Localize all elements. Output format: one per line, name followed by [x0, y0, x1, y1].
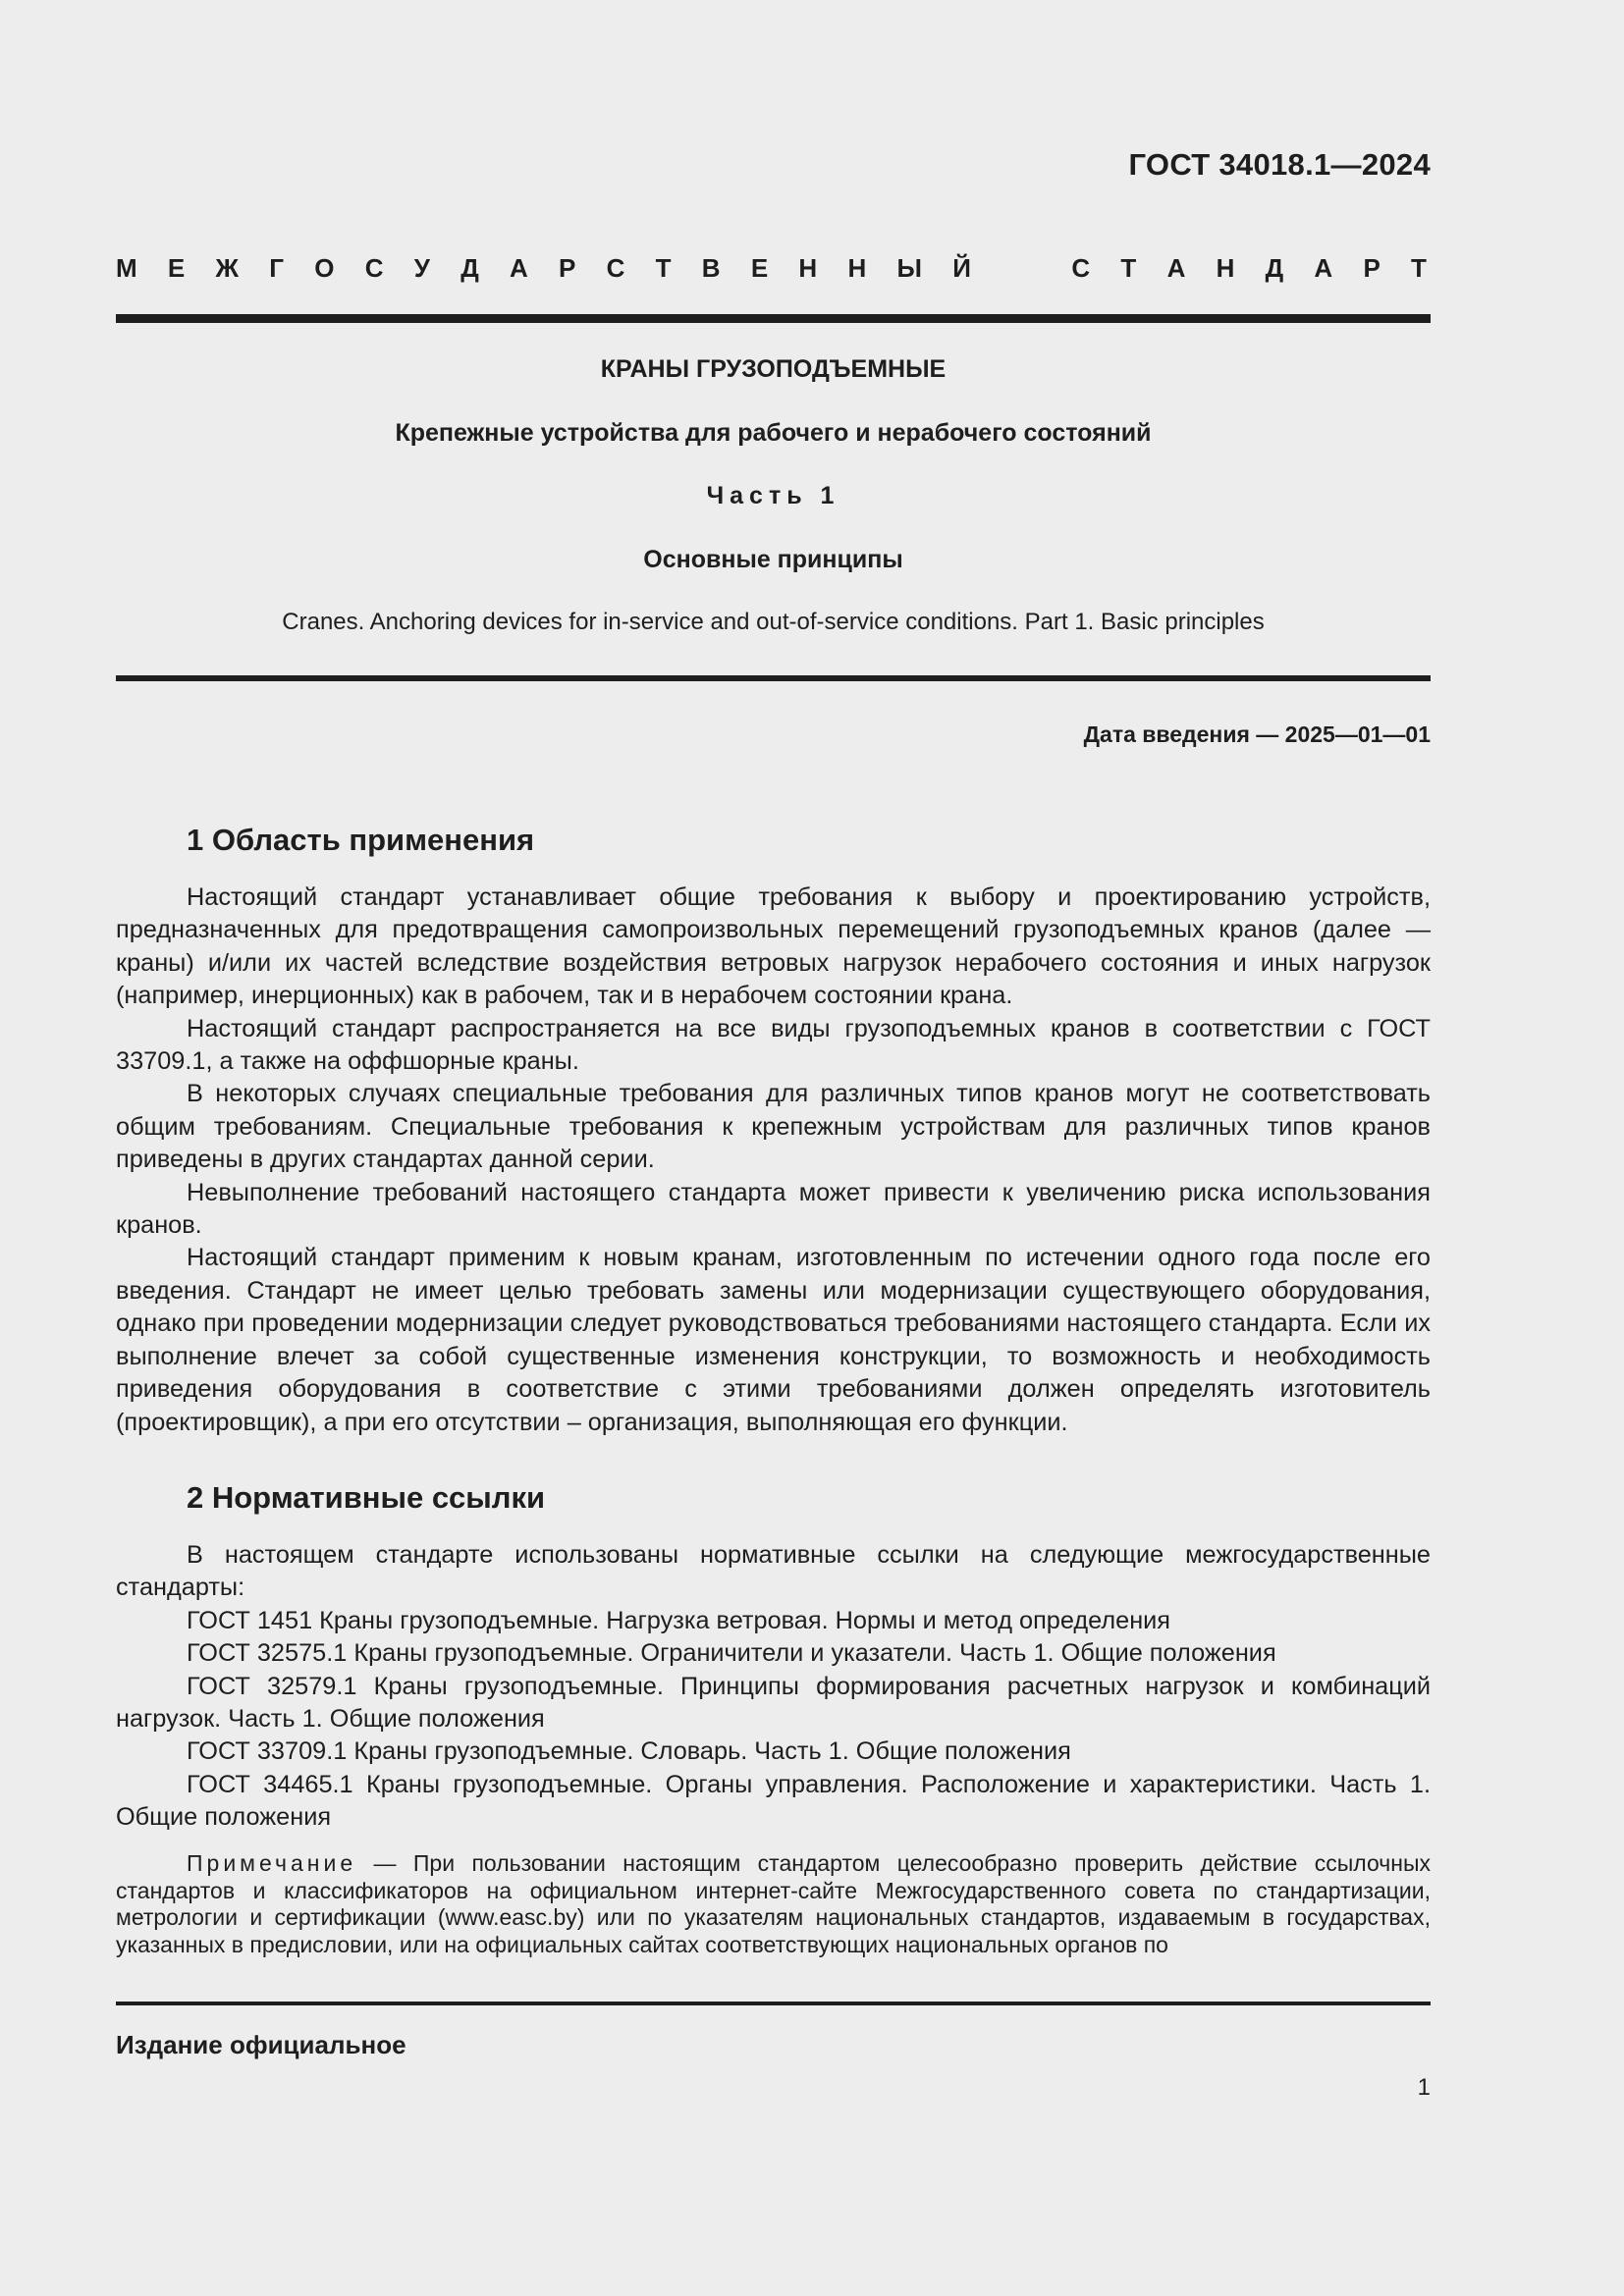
section-heading-references: 2 Нормативные ссылки [187, 1480, 546, 1515]
reference-item: ГОСТ 32575.1 Краны грузоподъемные. Ограничители и указатели. Часть 1. Общие положения [187, 1639, 1276, 1668]
standard-type-letter: Т [1120, 253, 1137, 283]
standard-type-letter: Т [1411, 253, 1427, 283]
standard-type-letter: А [510, 253, 528, 283]
standard-type-letter: Д [460, 253, 479, 283]
standard-type-letter: С [606, 253, 625, 283]
paragraph: Настоящий стандарт применим к новым кранам, изготовленным по истечении одного года после его введения. Стандарт не имеет целью требовать замены или модернизации существующего оборудования, однако при проведении модернизации следует руководствоваться требованиями настоящего стандарта. Если их выполнение влечет за собой существенные изменения конструкции, то возможность и необходимость приведения оборудования в соответствие с этими требованиями должен определять изготовитель (проектировщик), а при его отсутствии – организация, выполняющая его функции. [116, 1244, 1431, 1436]
note-text: — При пользовании настоящим стандартом целесообразно проверить действие ссылочных стандартов и классификаторов на официальном интернет-сайте Межгосударственного совета по стандартизации, метрологии и сертификации (www.easc.by) или по указателям национальных стандартов, издаваемым в государствах, указанных в предисловии, или на официальных сайтах соответствующих национальных органов по [116, 1850, 1431, 1957]
footer-divider [116, 2002, 1431, 2005]
word-gap [1001, 253, 1041, 284]
note-label: Примечание [187, 1850, 357, 1876]
standard-type-letter: У [413, 253, 430, 283]
paragraph: В настоящем стандарте использованы нормативные ссылки на следующие межгосударственные стандарты: [116, 1541, 1431, 1602]
standard-type-letter: Т [655, 253, 672, 283]
page-number: 1 [1417, 2074, 1431, 2101]
standard-type-letter: С [364, 253, 384, 283]
paragraph: Невыполнение требований настоящего стандарта может привести к увеличению риска использования кранов. [116, 1178, 1431, 1240]
standard-type-letter: Н [1216, 253, 1235, 283]
paragraph: В некоторых случаях специальные требования для различных типов кранов могут не соответствовать общим требованиям. Специальные требования к крепежным устройствам для различных типов кранов приведены в других стандартах данной серии. [116, 1080, 1431, 1174]
reference-item: ГОСТ 34465.1 Краны грузоподъемные. Органы управления. Расположение и характеристики. Часть 1. Общие положения [116, 1770, 1431, 1832]
edition-label: Издание официальное [116, 2030, 406, 2059]
standard-type-letter: Ж [215, 253, 240, 283]
title-main: КРАНЫ ГРУЗОПОДЪЕМНЫЕ [600, 355, 947, 383]
reference-item: ГОСТ 33709.1 Краны грузоподъемные. Словарь. Часть 1. Общие положения [187, 1737, 1071, 1766]
standard-type-letter: Н [847, 253, 867, 283]
note-block [116, 1850, 1431, 1958]
standard-type-letter: М [116, 253, 137, 283]
title-principles: Основные принципы [643, 546, 903, 573]
standard-type-letter: Е [167, 253, 186, 283]
section-body-references [116, 1539, 1431, 1835]
standard-type-letter: Р [559, 253, 576, 283]
title-sub: Крепежные устройства для рабочего и нерабочего состояний [395, 419, 1152, 447]
standard-type-letter: А [1314, 253, 1333, 283]
standard-type-letter: Д [1265, 253, 1284, 283]
standard-type-letter: Ы [896, 253, 922, 283]
standard-type-letter: Й [952, 253, 971, 283]
standard-type-letter: Е [750, 253, 769, 283]
note-paragraph [116, 1850, 1431, 1958]
document-number: ГОСТ 34018.1—2024 [1128, 147, 1431, 182]
introduction-date: Дата введения — 2025—01—01 [1083, 721, 1431, 747]
title-divider [116, 675, 1431, 681]
standard-type-letter: Р [1363, 253, 1380, 283]
standard-type-letter: Г [269, 253, 285, 283]
standard-type-letter: В [701, 253, 721, 283]
title-english: Cranes. Anchoring devices for in-service and out-of-service conditions. Part 1. Basic principles [282, 609, 1265, 635]
paragraph: Настоящий стандарт устанавливает общие требования к выбору и проектированию устройств, предназначенных для предотвращения самопроизвольных перемещений грузоподъемных кранов (далее — краны) и/или их частей вследствие воздействия ветровых нагрузок нерабочего состояния и иных нагрузок (например, инерционных) как в рабочем, так и в нерабочем состоянии крана. [116, 883, 1431, 1010]
section-heading-scope: 1 Область применения [187, 823, 535, 857]
reference-item: ГОСТ 32579.1 Краны грузоподъемные. Принципы формирования расчетных нагрузок и комбинаций нагрузок. Часть 1. Общие положения [116, 1672, 1431, 1734]
standard-type-letter: А [1166, 253, 1186, 283]
paragraph: Настоящий стандарт распространяется на все виды грузоподъемных кранов в соответствии с ГОСТ 33709.1, а также на оффшорные краны. [116, 1014, 1431, 1076]
standard-type-letter: О [314, 253, 335, 283]
section-body-scope [116, 881, 1431, 1439]
title-part: Часть 1 [706, 482, 840, 509]
top-divider [116, 314, 1431, 323]
document-page [116, 0, 1431, 2296]
standard-type-letter: Н [798, 253, 818, 283]
reference-item: ГОСТ 1451 Краны грузоподъемные. Нагрузка ветровая. Нормы и метод определения [187, 1606, 1170, 1634]
standard-type-letter: С [1071, 253, 1091, 283]
standard-type-heading [116, 253, 1431, 284]
